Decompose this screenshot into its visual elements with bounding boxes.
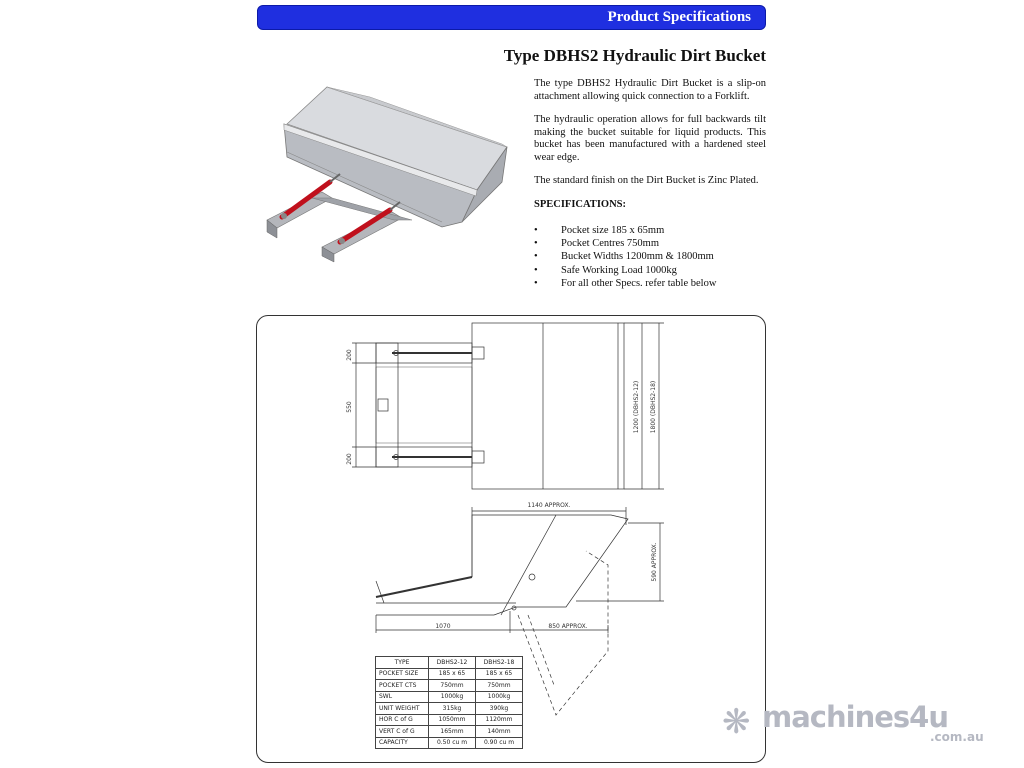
dim-width-1800: 1800 (DBHS2-18) bbox=[650, 380, 657, 434]
table-row bbox=[376, 668, 523, 680]
dim-width-1200: 1200 (DBHS2-12) bbox=[633, 380, 640, 434]
spec-table bbox=[375, 656, 523, 749]
dim-height: 590 APPROX. bbox=[651, 542, 658, 582]
table-cell: 185 x 65 bbox=[429, 668, 476, 680]
spec-item: • Bucket Widths 1200mm & 1800mm bbox=[534, 250, 716, 263]
table-cell: 1050mm bbox=[429, 714, 476, 726]
description-paragraph-2: The hydraulic operation allows for full backwards tilt making the bucket suitable for liquid products. This bucket has been manufactured with a hardened steel wear edge. bbox=[534, 114, 766, 163]
dim-550: 550 bbox=[346, 401, 353, 413]
description-paragraph-3: The standard finish on the Dirt Bucket is Zinc Plated. bbox=[534, 175, 759, 186]
table-row bbox=[376, 703, 523, 715]
table-header-cell: DBHS2-12 bbox=[429, 657, 476, 669]
watermark-gear-icon: ❋ bbox=[722, 702, 751, 742]
table-cell: 0.90 cu m bbox=[476, 737, 523, 749]
table-cell: 390kg bbox=[476, 703, 523, 715]
table-header-cell: TYPE bbox=[376, 657, 429, 669]
table-row bbox=[376, 680, 523, 692]
table-cell: 1000kg bbox=[476, 691, 523, 703]
table-cell: 1120mm bbox=[476, 714, 523, 726]
spec-item: • For all other Specs. refer table below bbox=[534, 277, 716, 290]
dim-200-bottom: 200 bbox=[346, 453, 353, 465]
spec-item: • Safe Working Load 1000kg bbox=[534, 264, 716, 277]
table-cell: 0.50 cu m bbox=[429, 737, 476, 749]
dim-length: 1140 APPROX. bbox=[527, 502, 571, 509]
table-cell: CAPACITY bbox=[376, 737, 429, 749]
watermark-domain: .com.au bbox=[930, 730, 984, 744]
specs-heading: SPECIFICATIONS: bbox=[534, 199, 626, 210]
table-row bbox=[376, 726, 523, 738]
table-cell: VERT C of G bbox=[376, 726, 429, 738]
product-title: Type DBHS2 Hydraulic Dirt Bucket bbox=[503, 46, 766, 65]
specs-list bbox=[534, 224, 716, 290]
table-row bbox=[376, 714, 523, 726]
table-cell: UNIT WEIGHT bbox=[376, 703, 429, 715]
table-cell: POCKET SIZE bbox=[376, 668, 429, 680]
table-cell: HOR C of G bbox=[376, 714, 429, 726]
description-paragraph-1: The type DBHS2 Hydraulic Dirt Bucket is a slip-on attachment allowing quick connection to a Forklift. bbox=[534, 78, 766, 102]
table-header-row bbox=[376, 657, 523, 669]
table-cell: 1000kg bbox=[429, 691, 476, 703]
bucket-render-image bbox=[262, 82, 510, 267]
table-cell: 750mm bbox=[476, 680, 523, 692]
dim-200-top: 200 bbox=[346, 349, 353, 361]
watermark-brand: machines4u bbox=[762, 700, 948, 734]
table-cell: 315kg bbox=[429, 703, 476, 715]
dim-reach: 850 APPROX. bbox=[548, 623, 588, 630]
table-header-cell: DBHS2-18 bbox=[476, 657, 523, 669]
table-cell: SWL bbox=[376, 691, 429, 703]
spec-item: • Pocket size 185 x 65mm bbox=[534, 224, 716, 237]
table-cell: 185 x 65 bbox=[476, 668, 523, 680]
table-cell: 750mm bbox=[429, 680, 476, 692]
spec-item: • Pocket Centres 750mm bbox=[534, 237, 716, 250]
table-cell: 165mm bbox=[429, 726, 476, 738]
section-banner bbox=[257, 5, 766, 30]
dim-tine-length: 1070 bbox=[435, 623, 451, 630]
table-row bbox=[376, 691, 523, 703]
table-cell: 140mm bbox=[476, 726, 523, 738]
table-cell: POCKET CTS bbox=[376, 680, 429, 692]
table-row bbox=[376, 737, 523, 749]
banner-title: Product Specifications bbox=[607, 9, 751, 25]
